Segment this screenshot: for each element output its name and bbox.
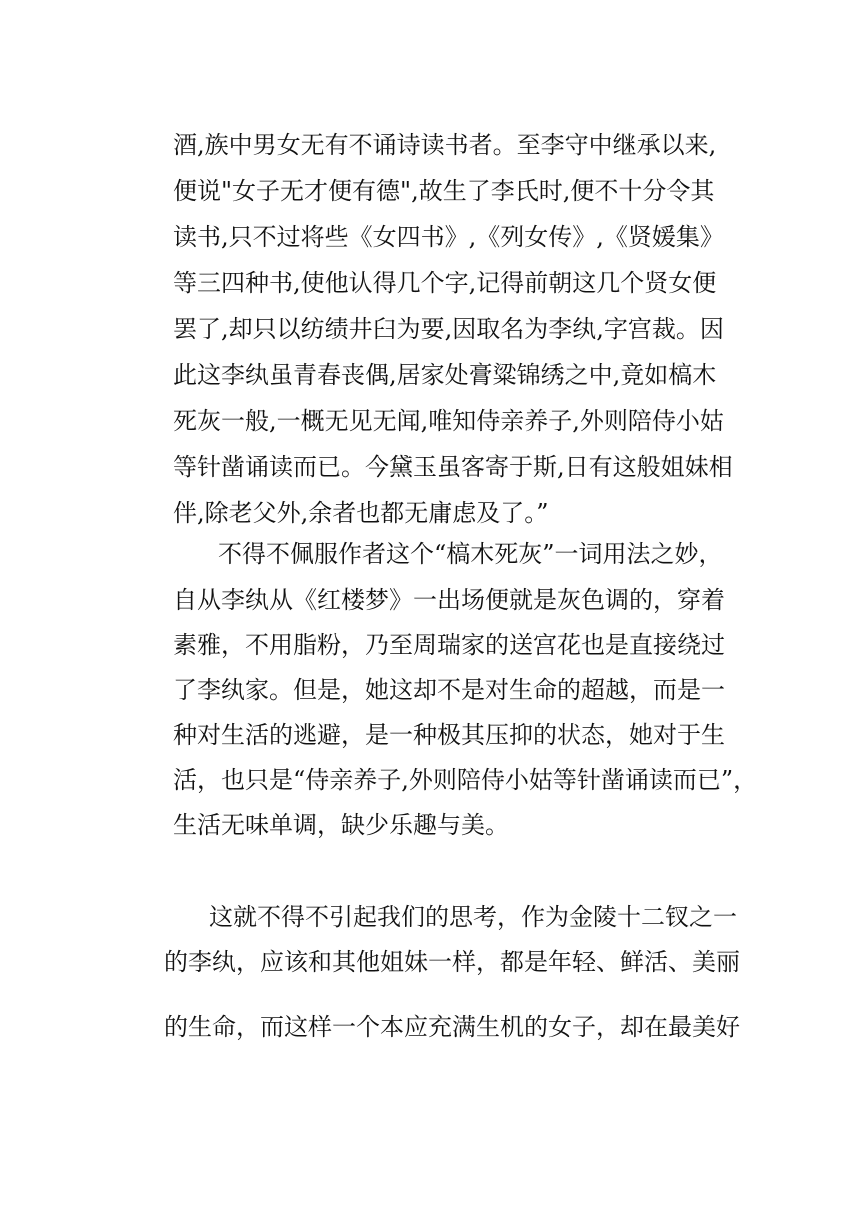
text-line: 伴,除老父外,余者也都无庸虑及了。” (173, 499, 549, 527)
paragraph-first-line: 这就不得不引起我们的思考，作为金陵十二钗之一 (209, 903, 737, 931)
text-line: 读书,只不过将些《女四书》,《列女传》,《贤媛集》 (173, 223, 724, 251)
text-line: 便说"女子无才便有德",故生了李氏时,便不十分令其 (173, 177, 715, 205)
text-line: 的李纨，应该和其他姐妹一样，都是年轻、鲜活、美丽 (164, 948, 740, 976)
text-line: 生活无味单调，缺少乐趣与美。 (173, 811, 509, 839)
text-line: 等三四种书,使他认得几个字,记得前朝这几个贤女便 (173, 269, 717, 297)
text-line: 了李纨家。但是，她这却不是对生命的超越，而是一 (173, 676, 725, 704)
text-line: 活，也只是“侍亲养子,外则陪侍小姑等针凿诵读而已”， (173, 766, 758, 794)
text-line: 死灰一般,一概无见无闻,唯知侍亲养子,外则陪侍小姑 (173, 407, 724, 435)
text-line: 的生命，而这样一个本应充满生机的女子，却在最美好 (164, 1013, 740, 1041)
text-line: 等针凿诵读而已。今黛玉虽客寄于斯,日有这般姐妹相 (173, 453, 733, 481)
text-line: 种对生活的逃避，是一种极其压抑的状态，她对于生 (173, 721, 725, 749)
paragraph-first-line: 不得不佩服作者这个“槁木死灰”一词用法之妙， (218, 540, 723, 568)
text-line: 自从李纨从《红楼梦》一出场便就是灰色调的，穿着 (173, 586, 725, 614)
text-line: 酒,族中男女无有不诵诗读书者。至李守中继承以来, (173, 131, 717, 159)
text-line: 素雅，不用脂粉，乃至周瑞家的送宫花也是直接绕过 (173, 631, 725, 659)
text-line: 此这李纨虽青春丧偶,居家处膏粱锦绣之中,竟如槁木 (173, 361, 717, 389)
text-line: 罢了,却只以纺绩井臼为要,因取名为李纨,字宫裁。因 (173, 315, 724, 343)
